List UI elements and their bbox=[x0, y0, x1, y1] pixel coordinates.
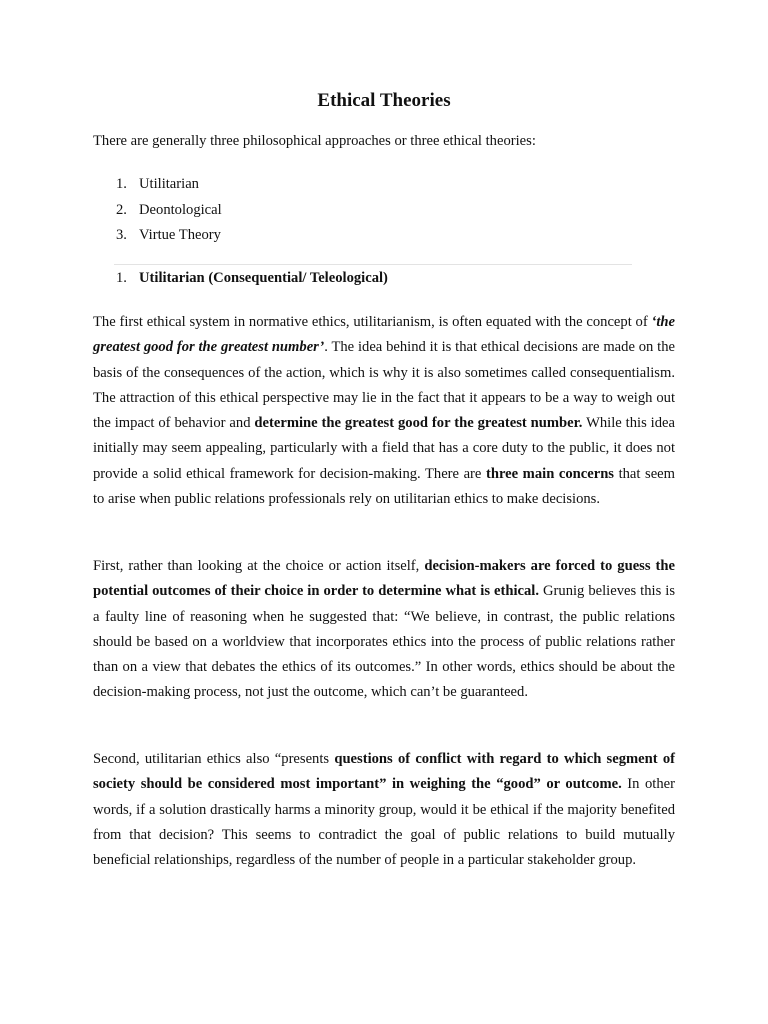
theory-list bbox=[116, 174, 222, 251]
list-item: 1. Utilitarian bbox=[116, 176, 199, 192]
list-item: 3. Virtue Theory bbox=[116, 227, 221, 243]
section-heading-text: Utilitarian (Consequential/ Teleological) bbox=[139, 270, 388, 286]
paragraph-1 bbox=[93, 310, 675, 512]
body-text: The first ethical system in normative ethics, utilitarianism, is often equated with the concept of bbox=[93, 314, 652, 330]
emphasis-text: three main concerns bbox=[485, 465, 614, 482]
emphasis-text: questions of conflict with regard to which segment of society should be considered most important” in weighing the “good” or outcome. bbox=[93, 751, 676, 793]
paragraph-3 bbox=[93, 747, 675, 873]
body-text: Grunig believes this is a faulty line of reasoning when he suggested that: “We believe, in contrast, the public relations should be based on a worldview that incorporates ethics into the process of public relations rather than on a view that debates the ethics of its outcomes.” In other words, ethics should be about the decision-making process, not just the outcome, which can’t be guaranteed. bbox=[93, 583, 676, 701]
body-text: that seem to arise when public relations professionals rely on utilitarian ethics to make decisions. bbox=[93, 465, 676, 508]
paragraph-2 bbox=[93, 554, 675, 706]
list-item-label: Utilitarian bbox=[139, 176, 199, 192]
list-item-label: Virtue Theory bbox=[139, 227, 221, 243]
horizontal-divider bbox=[114, 264, 632, 265]
page-title: Ethical Theories bbox=[317, 90, 451, 111]
body-text: Second, utilitarian ethics also “presents bbox=[93, 751, 335, 767]
body-text: While this idea initially may seem appealing, particularly with a field that has a core duty to the public, it does not provide a solid ethical framework for decision-making. There are bbox=[93, 415, 675, 482]
emphasis-text: decision-makers are forced to guess the potential outcomes of their choice in order to determine what is ethical. bbox=[93, 558, 675, 600]
section-heading: 1. Utilitarian (Consequential/ Teleological) bbox=[116, 270, 388, 286]
emphasis-text: ‘the greatest good for the greatest number’ bbox=[93, 314, 675, 356]
intro-text: There are generally three philosophical approaches or three ethical theories: bbox=[93, 133, 536, 149]
list-item-label: Deontological bbox=[139, 201, 222, 218]
emphasis-text: determine the greatest good for the greatest number. bbox=[254, 415, 583, 432]
body-text: First, rather than looking at the choice or action itself, bbox=[93, 558, 425, 574]
body-text: . The idea behind it is that ethical decisions are made on the basis of the consequences of the action, which is why it is also sometimes called consequentialism. The attraction of this ethical perspective may lie in the fact that it appears to be a way to weigh out the impact of behavior and bbox=[93, 339, 676, 432]
body-text: In other words, if a solution drastically harms a minority group, would it be ethical if the majority benefited from that decision? This seems to contradict the goal of public relations to build mutually beneficial relationships, regardless of the number of people in a particular stakeholder group. bbox=[93, 776, 675, 869]
list-item: 2. Deontological bbox=[116, 201, 222, 218]
